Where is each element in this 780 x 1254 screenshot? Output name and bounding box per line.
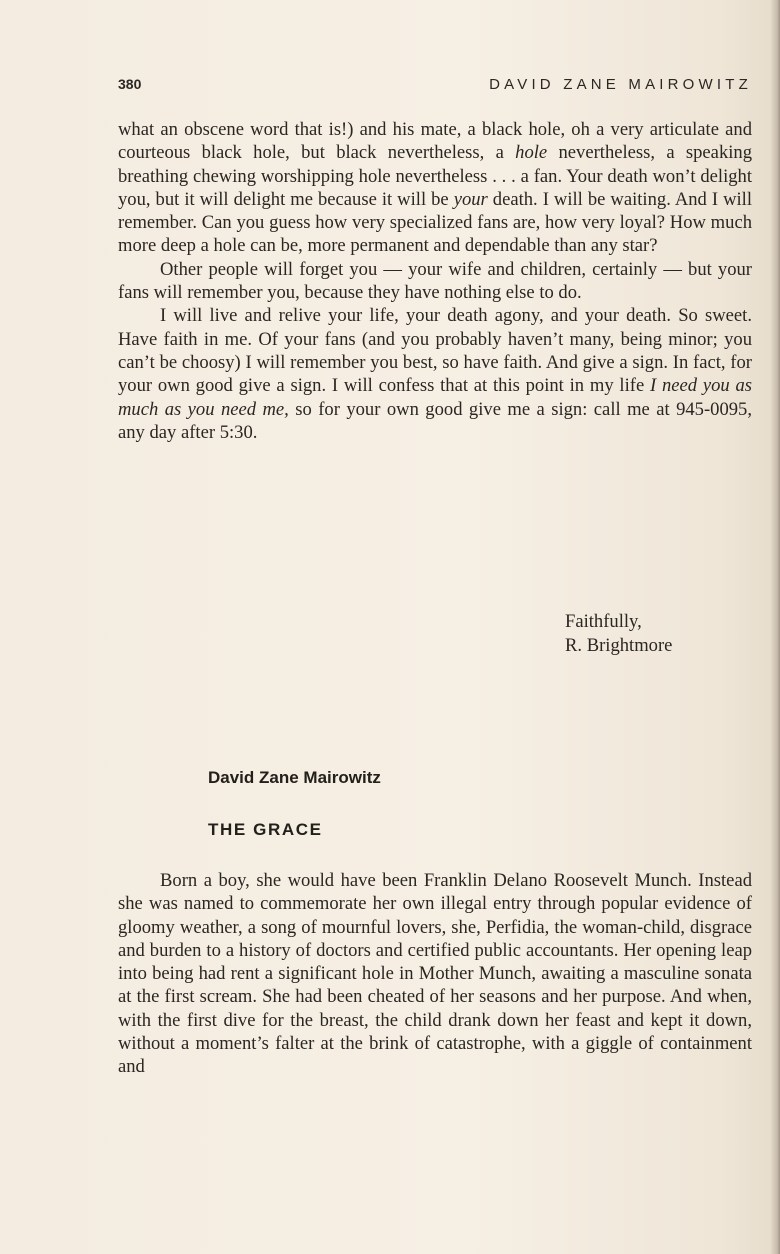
running-head	[118, 76, 752, 100]
letter-p1-emphasis-your: your	[453, 188, 488, 210]
letter-p1-text-c: death. I will be waiting. And I will remember. Can you guess how very specialized fans are, how very loyal? How much more deep a hole can be, more permanent and dependable than any star?	[118, 188, 752, 257]
story-title: THE GRACE	[208, 820, 323, 839]
letter-paragraph-3	[118, 304, 752, 444]
running-title: DAVID ZANE MAIROWITZ	[489, 76, 752, 93]
letter-signoff	[565, 610, 672, 658]
story-author: David Zane Mairowitz	[208, 768, 381, 787]
letter-paragraph-2: Other people will forget you — your wife and children, certainly — but your fans will remember you, because they have nothing else to do.	[118, 258, 752, 304]
letter-p3-text-a: I will live and relive your life, your death agony, and your death. So sweet. Have faith in me. Of your fans (and you probably haven’t many, being minor; you can’t be choosy) I will remember you best, so have faith. And give a sign. In fact, for your own good give a sign. I will confess that at this point in my life	[118, 305, 752, 397]
page-edge-shadow	[770, 0, 780, 1254]
letter-signature: R. Brightmore	[565, 635, 673, 656]
letter-paragraph-1	[118, 118, 752, 258]
letter-text	[118, 118, 752, 444]
letter-p1-text-a: what an obscene word that is!) and his mate, a black hole, oh a very articulate and courteous black hole, but black nevertheless, a	[118, 119, 752, 164]
letter-p1-emphasis-hole: hole	[515, 142, 548, 164]
letter-p3-text-b: so for your own good give me a sign: call me at 945-0095, any day after 5:30.	[118, 398, 752, 443]
letter-p1-text-b: nevertheless, a speaking breathing chewing worshipping hole nevertheless . . . a fan. Your death won’t delight you, but it will delight me because it will be	[118, 142, 752, 210]
story-text	[118, 869, 752, 1079]
page-number: 380	[118, 76, 142, 92]
letter-p3-emphasis: I need you as much as you need me,	[118, 375, 753, 420]
story-paragraph-1: Born a boy, she would have been Franklin Delano Roosevelt Munch. Instead she was named to commemorate her own illegal entry through popular evidence of gloomy weather, a song of mournful lovers, she, Perfidia, the woman-child, disgrace and burden to a history of doctors and certified public accountants. Her opening leap into being had rent a significant hole in Mother Munch, awaiting a masculine sonata at the first scream. She had been cheated of her seasons and her purpose. And when, with the first dive for the breast, the child drank down her feast and kept it down, without a moment’s falter at the brink of catastrophe, with a giggle of containment and	[118, 870, 752, 1078]
letter-closing: Faithfully,	[565, 611, 642, 632]
